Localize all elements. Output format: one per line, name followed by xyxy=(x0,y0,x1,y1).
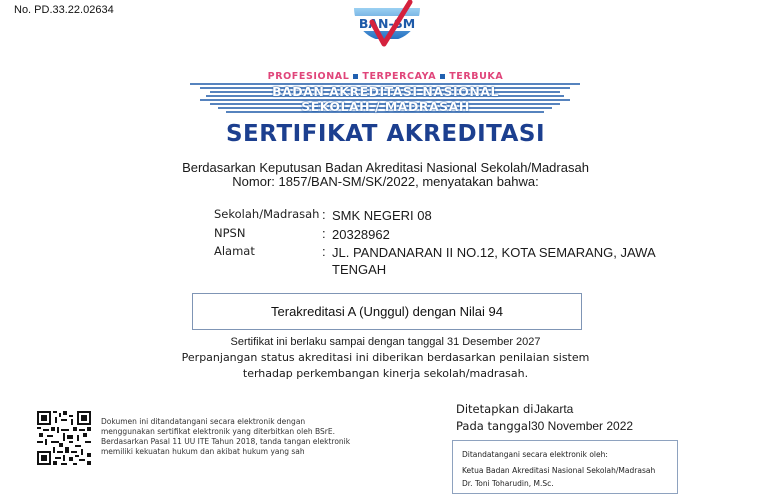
logo-text: BAN-SM xyxy=(358,16,416,31)
colon: : xyxy=(322,207,326,222)
signing-date xyxy=(456,419,634,433)
certificate-number: No. PD.33.22.02634 xyxy=(14,4,114,16)
signature-box xyxy=(452,440,678,494)
signer-name: Dr. Toni Toharudin, M.Sc. xyxy=(462,479,554,488)
extension-line2: terhadap perkembangan kinerja sekolah/madrasah. xyxy=(242,367,529,380)
signature-heading: Ditandatangani secara elektronik oleh: xyxy=(462,450,608,459)
agency-name-line1: BADAN AKREDITASI NASIONAL xyxy=(272,84,499,99)
school-name-label: Sekolah/Madrasah xyxy=(214,207,320,221)
colon: : xyxy=(322,244,326,259)
colon: : xyxy=(322,226,326,241)
decree-line1: Berdasarkan Keputusan Badan Akreditasi Nasional Sekolah/Madrasah xyxy=(182,160,589,175)
tagline-item: PROFESIONAL xyxy=(267,71,350,82)
tagline xyxy=(0,71,771,82)
signing-place xyxy=(456,402,574,416)
ban-sm-logo-icon xyxy=(350,0,424,62)
signer-position: Ketua Badan Akreditasi Nasional Sekolah/Madrasah xyxy=(462,466,656,475)
signing-place-value: Jakarta xyxy=(534,402,574,416)
accreditation-result: Terakreditasi A (Unggul) dengan Nilai 94 xyxy=(192,293,582,330)
signing-place-label: Ditetapkan di xyxy=(456,402,534,416)
extension-line1: Perpanjangan status akreditasi ini diberikan berdasarkan penilaian sistem xyxy=(181,351,590,364)
npsn-label: NPSN xyxy=(214,226,246,240)
validity-statement: Sertifikat ini berlaku sampai dengan tanggal 31 Desember 2027 xyxy=(230,336,541,348)
address-value: JL. PANDANARAN II NO.12, KOTA SEMARANG, JAWA TENGAH xyxy=(332,245,655,277)
tagline-item: TERBUKA xyxy=(449,71,504,82)
qr-code-icon[interactable] xyxy=(37,411,91,465)
tagline-separator xyxy=(353,74,358,79)
certificate-title: SERTIFIKAT AKREDITASI xyxy=(225,121,546,147)
npsn-value: 20328962 xyxy=(332,227,390,242)
address-label: Alamat xyxy=(214,244,255,258)
school-name-value: SMK NEGERI 08 xyxy=(332,208,432,223)
electronic-signature-disclaimer: Dokumen ini ditandatangani secara elektronik dengan menggunakan sertifikat elektronik yang diterbitkan oleh BSrE. Berdasarkan Pasal 11 UU ITE Tahun 2018, tanda tangan elektronik memiliki kekuatan hukum dan akibat hukum yang sah xyxy=(101,417,351,456)
signing-date-label: Pada tanggal xyxy=(456,419,532,433)
agency-name-line2: SEKOLAH / MADRASAH xyxy=(301,99,470,114)
tagline-separator xyxy=(440,74,445,79)
decree-line2: Nomor: 1857/BAN-SM/SK/2022, menyatakan bahwa: xyxy=(232,174,539,189)
tagline-item: TERPERCAYA xyxy=(362,71,437,82)
signing-date-value: 30 November 2022 xyxy=(531,419,634,433)
